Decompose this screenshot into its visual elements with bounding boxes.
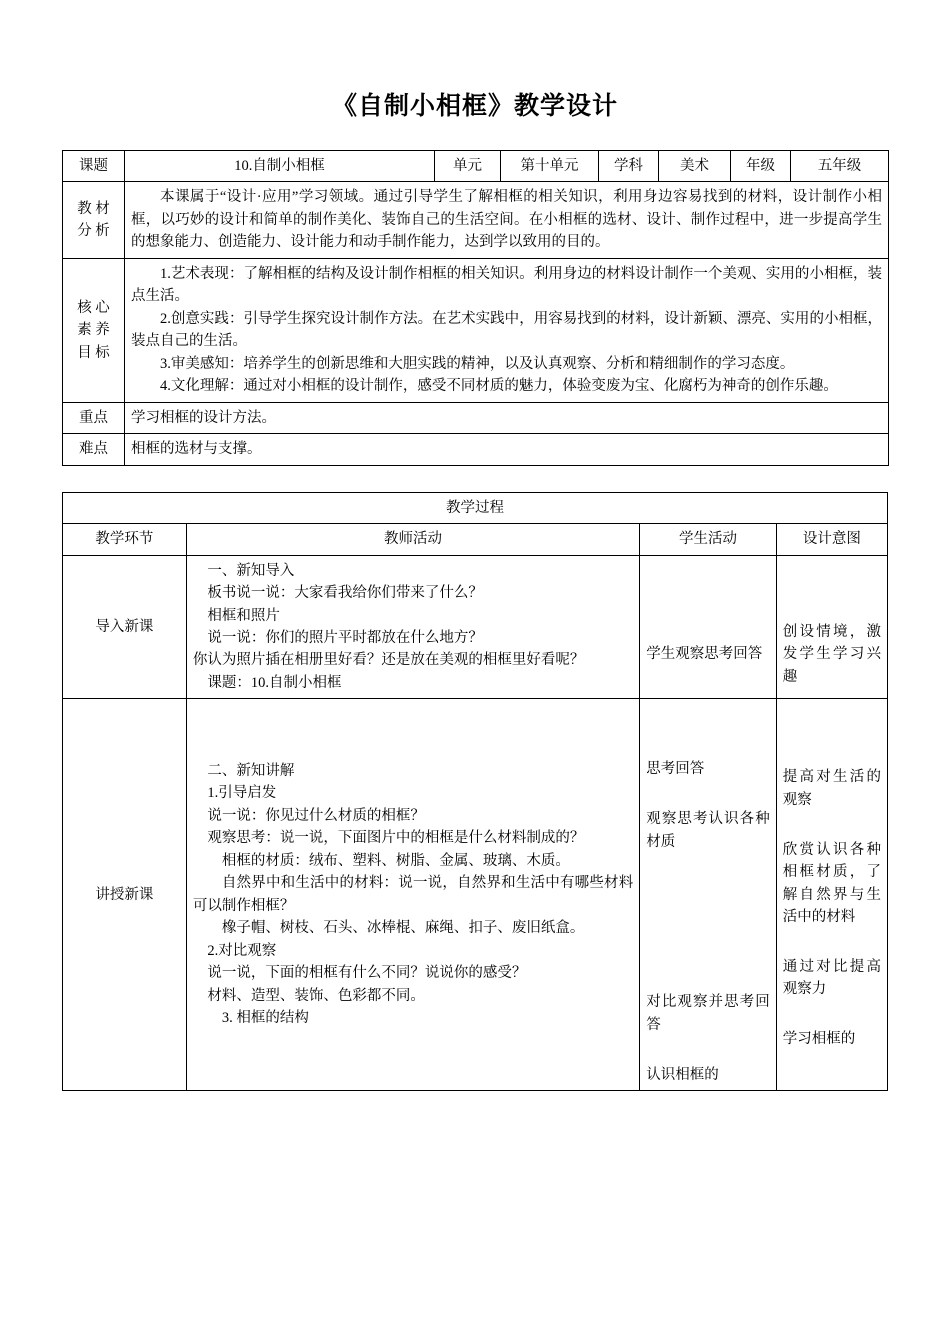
core-goal-item: 1.艺术表现：了解相框的结构及设计制作相框的相关知识。利用身边的材料设计制作一个美观、实用的小相框，装点生活。 [131, 265, 882, 305]
teaching-process-table [62, 492, 888, 1091]
lesson-info-table [62, 150, 889, 466]
table-row [63, 402, 889, 433]
page-title: 《自制小相框》教学设计 [331, 93, 618, 120]
label-material-analysis-line1: 教 材 [77, 200, 110, 217]
teacher-line: 橡子帽、树枝、石头、冰棒棍、麻绳、扣子、废旧纸盒。 [221, 920, 585, 937]
teacher-line: 说一说：你们的照片平时都放在什么地方？ [207, 629, 483, 646]
stage-label-teach: 讲授新课 [63, 699, 187, 1091]
cell-spacer [783, 928, 881, 956]
column-header-student: 学生活动 [640, 524, 776, 555]
student-line: 认识相框的 [646, 1066, 719, 1083]
teacher-line: 说一说，下面的相框有什么不同？说说你的感受？ [207, 965, 527, 982]
key-point-cell [125, 402, 889, 433]
table-row [63, 699, 888, 1091]
cell-spacer [783, 566, 881, 621]
teacher-activity-teach [186, 699, 639, 1091]
label-core-goals-line1: 核 心 [77, 299, 110, 316]
table-row [63, 434, 889, 465]
student-activity-teach [640, 699, 776, 1091]
cell-spacer [646, 909, 769, 964]
student-line: 思考回答 [646, 761, 705, 778]
label-topic: 课题 [63, 151, 125, 182]
intent-line: 欣赏认识各种相框材质，了解自然界与生活中的材料 [782, 841, 881, 925]
label-difficulty: 难点 [63, 434, 125, 465]
column-header-intent: 设计意图 [776, 524, 887, 555]
student-line: 观察思考认识各种材质 [646, 811, 770, 850]
value-grade: 五年级 [791, 151, 889, 182]
teacher-line: 材料、造型、装饰、色彩都不同。 [207, 987, 425, 1004]
teacher-line: 3. 相框的结构 [221, 1010, 309, 1027]
cell-spacer [783, 811, 881, 839]
teacher-line: 观察思考：说一说，下面图片中的相框是什么材料制成的？ [207, 830, 585, 847]
cell-spacer [783, 739, 881, 767]
teacher-line: 相框的材质：绒布、塑料、树脂、金属、玻璃、木质。 [221, 852, 570, 869]
value-unit: 第十单元 [501, 151, 599, 182]
table-row [63, 151, 889, 182]
label-subject: 学科 [599, 151, 659, 182]
column-header-teacher: 教师活动 [186, 524, 639, 555]
teacher-line: 板书说一说：大家看我给你们带来了什么？ [207, 585, 483, 602]
teacher-line: 二、新知讲解 [207, 762, 295, 779]
cell-spacer [646, 781, 769, 809]
stage-label-intro: 导入新课 [63, 555, 187, 699]
core-goal-item: 3.审美感知：培养学生的创新思维和大胆实践的精神，以及认真观察、分析和精细制作的学习态度。 [160, 355, 795, 372]
label-core-goals [63, 258, 125, 402]
label-unit: 单元 [435, 151, 501, 182]
cell-spacer [646, 853, 769, 908]
table-row [63, 555, 888, 699]
student-activity-intro [640, 555, 776, 699]
core-goal-item: 2.创意实践：引导学生探究设计制作方法。在艺术实践中，用容易找到的材料，设计新颖、漂亮、实用的小相框，装点自己的生活。 [131, 310, 882, 350]
teacher-line: 说一说：你见过什么材质的相框？ [207, 807, 425, 824]
cell-spacer [783, 1001, 881, 1029]
column-header-stage: 教学环节 [63, 524, 187, 555]
key-point-text: 学习相框的设计方法。 [131, 409, 276, 426]
table-row [63, 182, 889, 258]
cell-spacer [646, 703, 769, 758]
difficulty-text: 相框的选材与支撑。 [131, 441, 262, 458]
process-table-header: 教学过程 [63, 492, 888, 523]
teacher-line: 相框和照片 [207, 607, 280, 624]
cell-spacer [646, 1036, 769, 1064]
cell-spacer [646, 588, 769, 643]
label-material-analysis [63, 182, 125, 258]
table-row [63, 524, 888, 555]
table-spacer [62, 466, 888, 492]
value-topic: 10.自制小相框 [125, 151, 435, 182]
table-row [63, 492, 888, 523]
label-key-point: 重点 [63, 402, 125, 433]
teacher-line: 2.对比观察 [207, 942, 277, 959]
intent-line: 创设情境，激发学生学习兴趣 [782, 623, 881, 685]
table-row [63, 258, 889, 402]
label-material-analysis-line2: 分 析 [77, 223, 110, 240]
intent-line: 提高对生活的观察 [782, 769, 881, 808]
cell-spacer [646, 964, 769, 992]
material-analysis-text: 本课属于“设计·应用”学习领域。通过引导学生了解相框的相关知识，利用身边容易找到的材料，设计制作小相框，以巧妙的设计和简单的制作美化、装饰自己的生活空间。在小相框的选材、设计、制作过程中，进一步提高学生的想象能力、创造能力、设计能力和动手制作能力，达到学以致用的目的。 [131, 189, 882, 251]
teacher-line: 课题：10.自制小相框 [207, 674, 342, 691]
teacher-line: 你认为照片插在相册里好看？还是放在美观的相框里好看呢？ [192, 652, 585, 669]
intent-line: 学习相框的 [782, 1031, 856, 1048]
teacher-line: 自然界中和生活中的材料：说一说，自然界和生活中有哪些材料可以制作相框？ [192, 875, 634, 914]
teacher-activity-intro [186, 555, 639, 699]
intent-line: 通过对比提高观察力 [782, 958, 881, 998]
difficulty-cell [125, 434, 889, 465]
teacher-line: 一、新知导入 [207, 562, 295, 579]
student-line: 对比观察并思考回答 [646, 994, 770, 1033]
design-intent-intro [776, 555, 887, 699]
student-line: 学生观察思考回答 [646, 646, 763, 663]
design-intent-teach [776, 699, 887, 1091]
teacher-line: 1.引导启发 [207, 785, 277, 802]
core-goal-item: 4.文化理解：通过对小相框的设计制作，感受不同材质的魅力，体验变废为宝、化腐朽为神奇的创作乐趣。 [160, 378, 838, 395]
label-core-goals-line3: 目 标 [77, 344, 110, 361]
label-grade: 年级 [731, 151, 791, 182]
label-core-goals-line2: 素 养 [77, 322, 110, 339]
material-analysis-text-cell [125, 182, 889, 258]
value-subject: 美术 [659, 151, 731, 182]
core-goals-cell [125, 258, 889, 402]
